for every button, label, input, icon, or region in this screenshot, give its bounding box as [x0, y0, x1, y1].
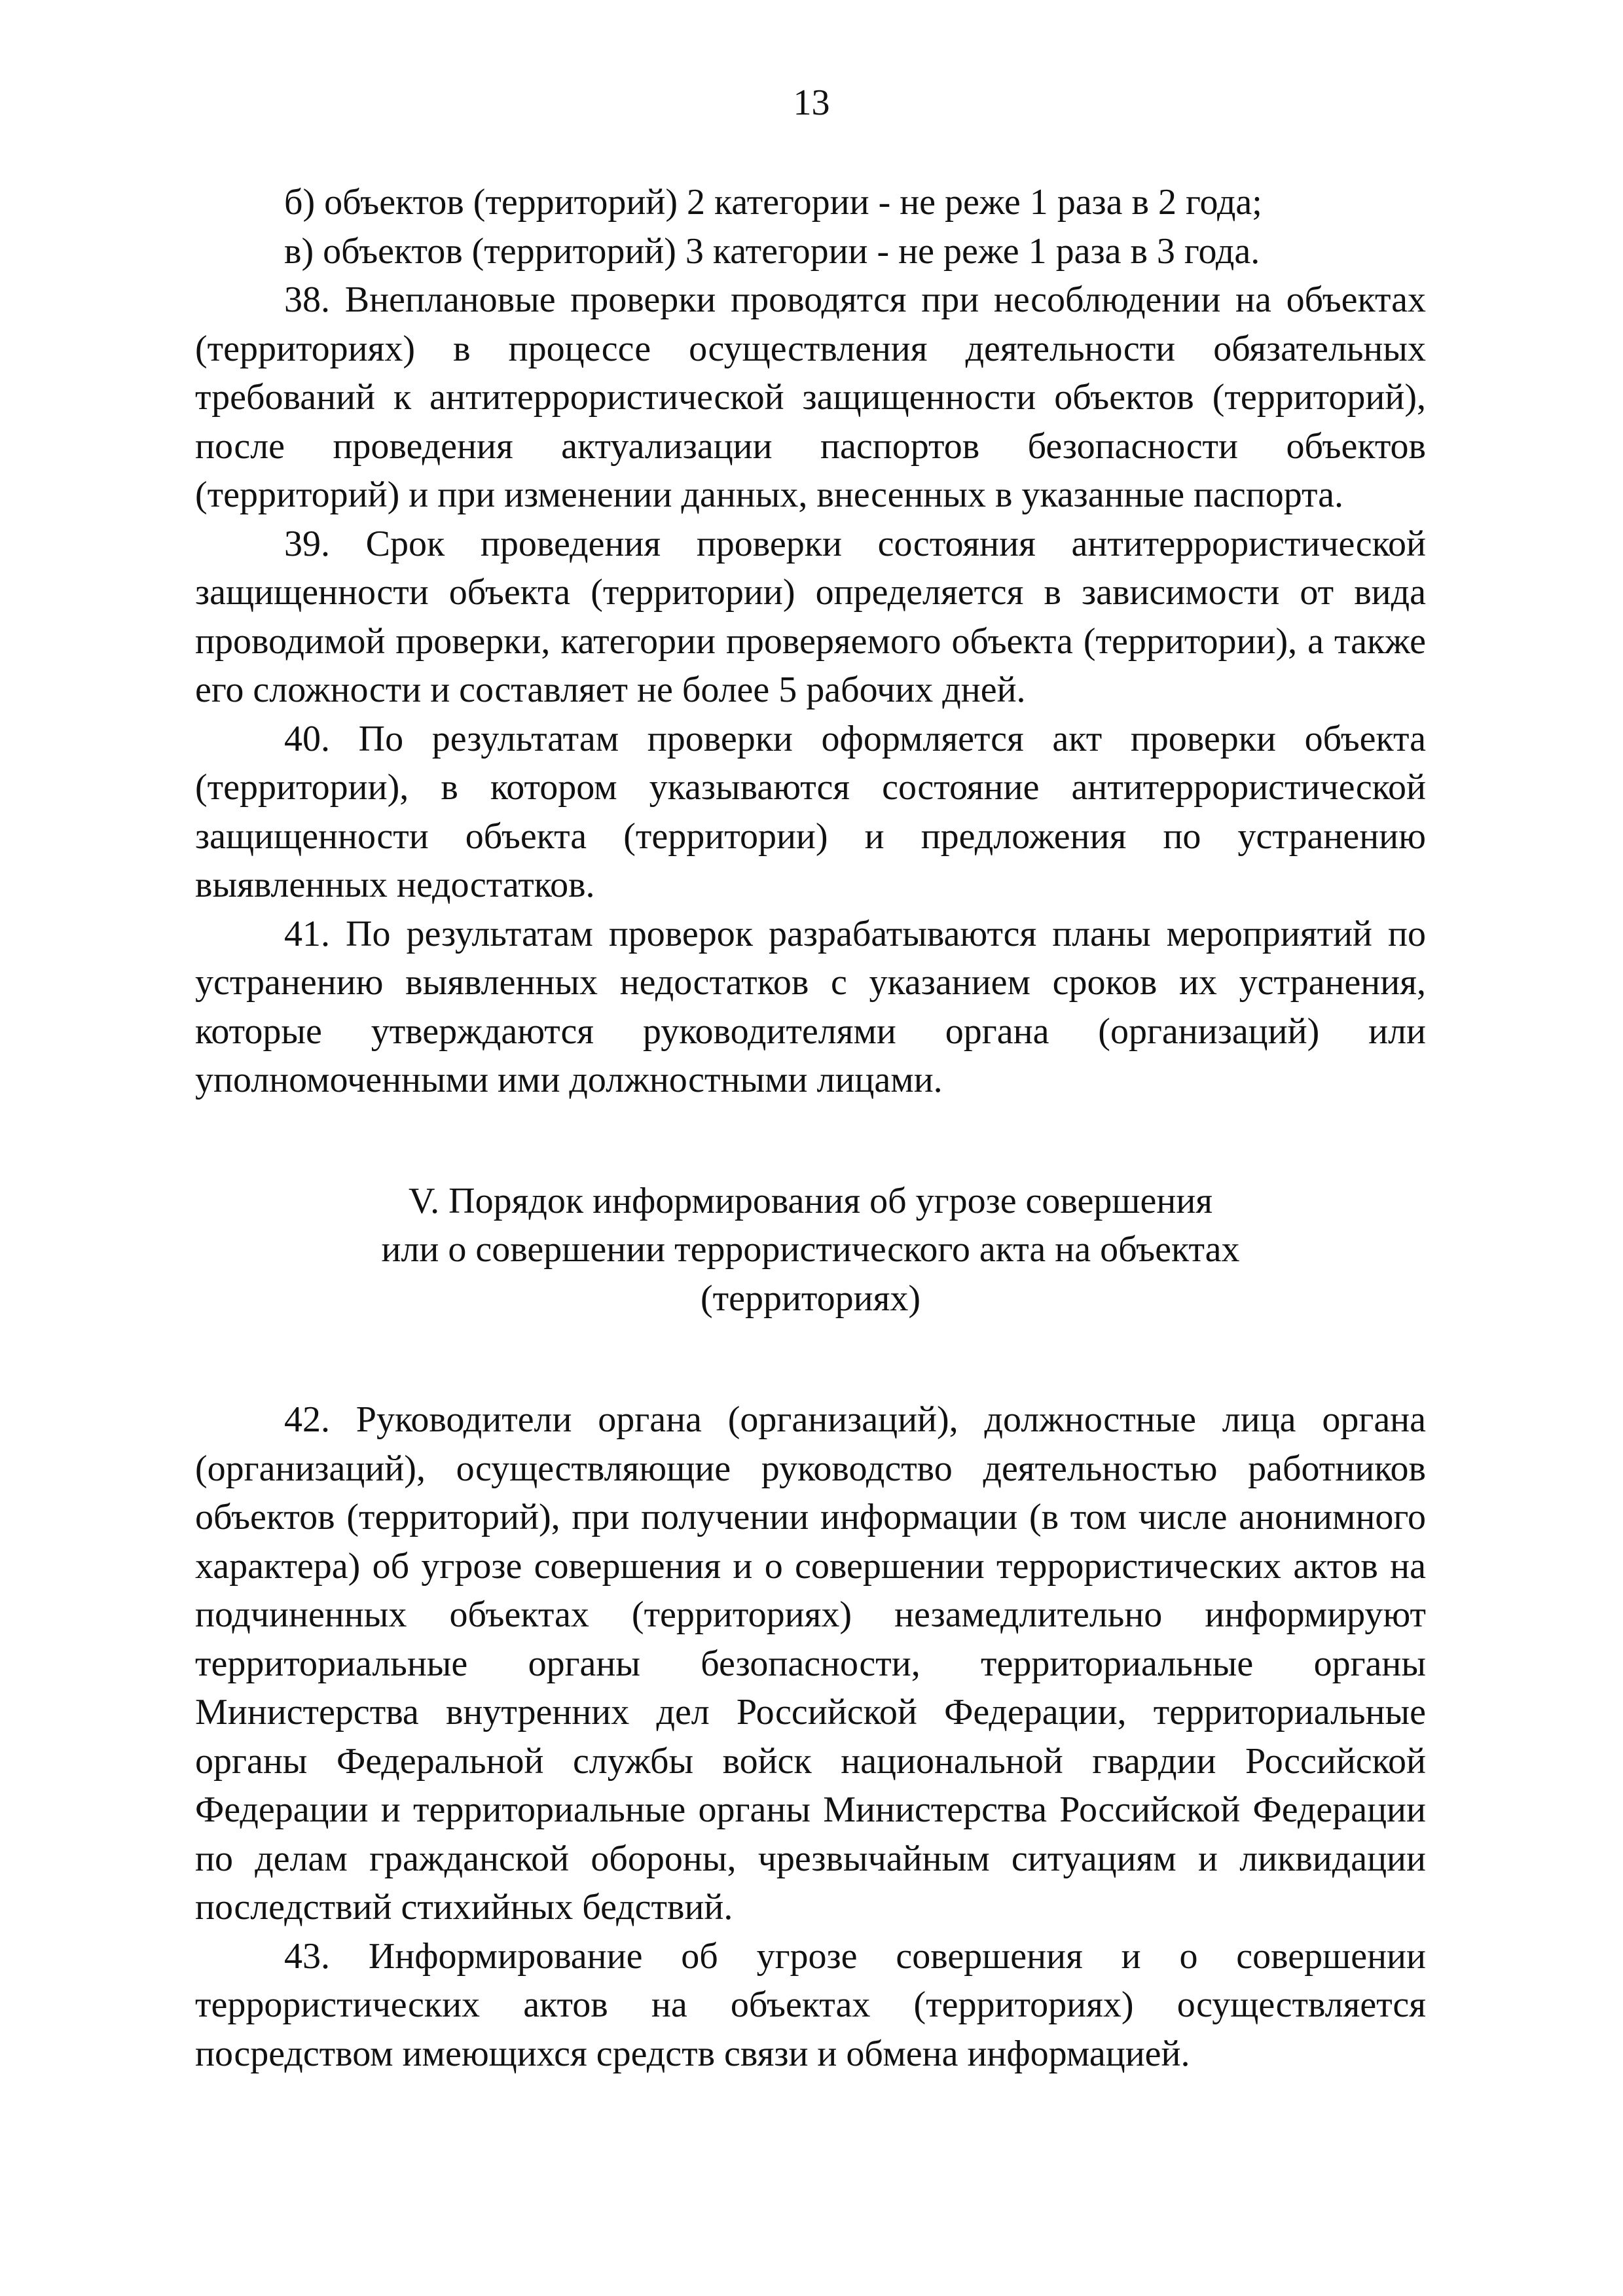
document-body: [195, 178, 1426, 2078]
paragraph-42: 42. Руководители органа (организаций), должностные лица органа (организаций), осуществляющие руководство деятельностью работников объектов (территорий), при получении информации (в том числе анонимного характера) об угрозе совершения и о совершении террористических актов на подчиненных объектах (территориях) незамедлительно информируют территориальные органы безопасности, территориальные органы Министерства внутренних дел Российской Федерации, территориальные органы Федеральной службы войск национальной гвардии Российской Федерации и территориальные органы Министерства Российской Федерации по делам гражданской обороны, чрезвычайным ситуациям и ликвидации последствий стихийных бедствий.: [195, 1399, 1426, 1928]
paragraph-38: 38. Внеплановые проверки проводятся при несоблюдении на объектах (территориях) в процессе осуществления деятельности обязательных требований к антитеррористической защищенности объектов (территорий), после проведения актуализации паспортов безопасности объектов (территорий) и при изменении данных, внесенных в указанные паспорта.: [195, 279, 1426, 515]
paragraph-39: 39. Срок проведения проверки состояния антитеррористической защищенности объекта (территории) определяется в зависимости от вида проводимой проверки, категории проверяемого объекта (территории), а также его сложности и составляет не более 5 рабочих дней.: [195, 523, 1426, 710]
page-number: 13: [793, 82, 830, 123]
section-heading: [195, 1177, 1426, 1323]
section-heading-line-2: или о совершении террористического акта на объектах: [381, 1229, 1240, 1270]
paragraph-40: 40. По результатам проверки оформляется акт проверки объекта (территории), в котором указываются состояние антитеррористической защищенности объекта (территории) и предложения по устранению выявленных недостатков.: [195, 718, 1426, 905]
section-heading-line-3: (территориях): [700, 1278, 921, 1319]
paragraph-41: 41. По результатам проверок разрабатываются планы мероприятий по устранению выявленных недостатков с указанием сроков их устранения, которые утверждаются руководителями органа (организаций) или уполномоченными ими должностными лицами.: [195, 913, 1426, 1100]
paragraph-43: 43. Информирование об угрозе совершения и о совершении террористических актов на объектах (территориях) осуществляется посредством имеющихся средств связи и обмена информацией.: [195, 1935, 1426, 2074]
paragraph-item-v: в) объектов (территорий) 3 категории - не реже 1 раза в 3 года.: [284, 230, 1260, 272]
section-heading-line-1: V. Порядок информирования об угрозе совершения: [408, 1180, 1213, 1221]
paragraph-item-b: б) объектов (территорий) 2 категории - не реже 1 раза в 2 года;: [284, 182, 1262, 223]
